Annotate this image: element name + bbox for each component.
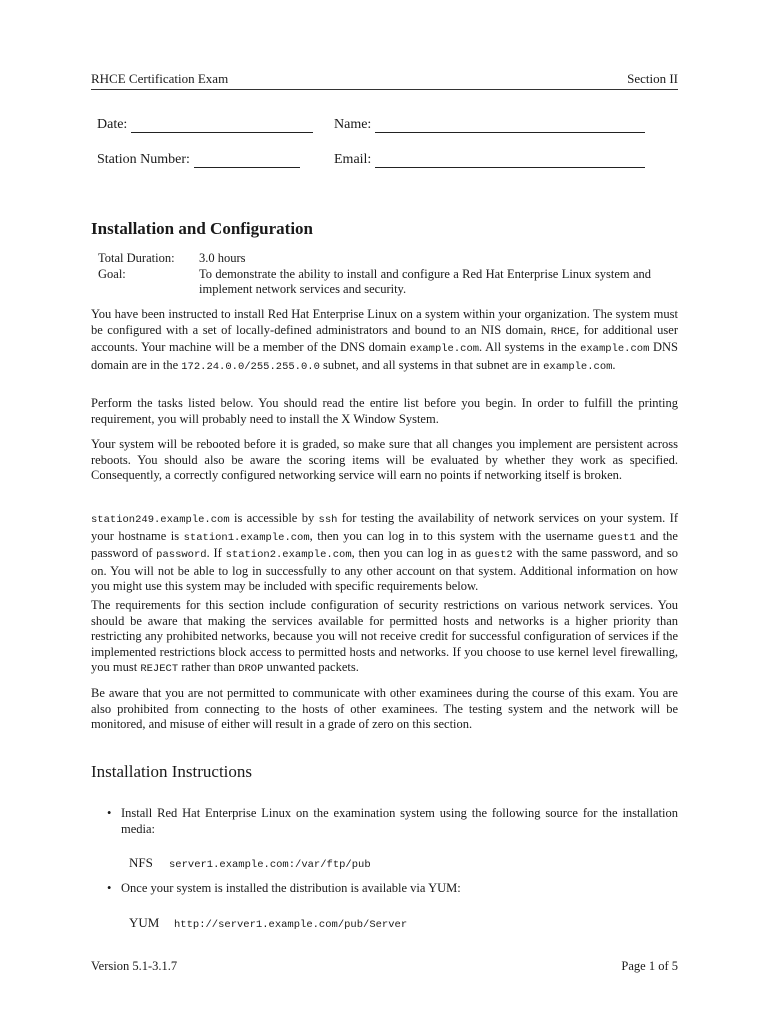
text: .	[612, 357, 616, 372]
conduct-paragraph: Be aware that you are not permitted to communicate with other examinees during the course of this exam. You are also prohibited from connecting to the hosts of other examinees. The testing system and the network will be monitored, and misuse of either will result in a grade of zero on this section.	[91, 686, 678, 731]
text: , then you can log in as	[351, 546, 475, 560]
date-field[interactable]	[131, 118, 313, 133]
bullet-icon: •	[107, 881, 112, 895]
email-field[interactable]	[375, 153, 645, 168]
reboot-paragraph: Your system will be rebooted before it is graded, so make sure that all changes you implement are persistent across reboots. You should also be aware the scoring items will be evaluated by whether they work as specified. Consequently, a correctly configured networking service will earn no points if networking itself is broken.	[91, 437, 678, 482]
yum-url: http://server1.example.com/pub/Server	[174, 919, 408, 931]
duration-row	[98, 251, 651, 267]
date-label: Date:	[97, 117, 128, 132]
intro-paragraph	[91, 307, 678, 375]
text: . If	[206, 546, 226, 560]
text: , for additional user accounts. Your machine will be a member of the DNS domain	[91, 322, 678, 354]
dns-domain-code: example.com	[409, 343, 480, 355]
station-number-label: Station Number:	[97, 152, 190, 167]
name-label: Name:	[334, 117, 372, 132]
text: You have been instructed to install Red Hat Enterprise Linux on a system within your organization. The system must be configured with a set of locally-defined administrators and bound to an NIS domain,	[91, 307, 678, 337]
header-section: Section II	[627, 71, 678, 86]
nfs-path: server1.example.com:/var/ftp/pub	[169, 859, 371, 871]
nfs-source	[129, 855, 371, 871]
dns-domain-code: example.com	[543, 360, 613, 373]
yum-label: YUM	[129, 915, 160, 930]
bullet-text: Once your system is installed the distribution is available via YUM:	[121, 881, 461, 895]
station-number-field[interactable]	[194, 153, 300, 168]
password-code: password	[156, 549, 207, 561]
reject-code: REJECT	[140, 663, 179, 675]
hostname-code: station249.example.com	[91, 514, 230, 526]
goal-value: To demonstrate the ability to install and configure a Red Hat Enterprise Linux system and implement network services and security.	[199, 266, 651, 296]
station-row	[97, 152, 300, 168]
text: for testing the availability of network services on your system. If your hostname is	[91, 511, 678, 543]
dns-domain-code: example.com	[580, 343, 650, 355]
name-row	[334, 117, 645, 133]
text: subnet, and all systems in that subnet are in	[319, 357, 544, 372]
nfs-label: NFS	[129, 855, 153, 870]
text: DNS domain are in the	[91, 340, 678, 372]
drop-code: DROP	[238, 663, 264, 675]
bullet-text: Install Red Hat Enterprise Linux on the examination system using the following source for the installation media:	[121, 806, 678, 836]
goal-label: Goal:	[98, 266, 126, 281]
install-heading: Installation Instructions	[91, 762, 253, 781]
duration-label: Total Duration:	[98, 251, 175, 265]
subnet-code: 172.24.0.0/255.255.0.0	[181, 360, 320, 373]
date-row	[97, 117, 313, 133]
running-header	[91, 71, 678, 90]
text: . All systems in the	[479, 340, 581, 354]
goal-row	[98, 267, 651, 298]
text: with the same password, and so on. You will not be able to log in successfully to any other account on that system. Additional information on how you might use this system may be included with specific requirements below.	[91, 546, 678, 593]
hostname-code: station1.example.com	[183, 531, 310, 544]
text: is accessible by	[229, 511, 319, 525]
section-heading: Installation and Configuration	[91, 219, 313, 238]
tasks-paragraph: Perform the tasks listed below. You should read the entire list before you begin. In order to fulfill the printing requirement, you will probably need to install the X Window System.	[91, 396, 678, 426]
text: , then you can log in to this system with the username	[309, 528, 598, 543]
username-code: guest1	[597, 531, 636, 544]
exam-meta	[98, 251, 651, 298]
bullet-icon: •	[107, 806, 112, 820]
duration-value: 3.0 hours	[199, 251, 246, 265]
text: rather than	[178, 660, 239, 674]
page-number: Page 1 of 5	[621, 959, 678, 973]
text: The requirements for this section include configuration of security restrictions on various network services. You should be aware that making the services available for permitted hosts and networks is a higher priority than restricting any prohibited networks, because you will not receive credit for successful configuration of services if the implemented restrictions block access to permitted hosts and networks. If you choose to use kernel level firewalling, you must	[91, 598, 678, 674]
nis-domain-code: RHCE	[550, 325, 576, 338]
test-host-paragraph	[91, 511, 678, 595]
hostname-code: station2.example.com	[225, 549, 352, 561]
page-footer	[91, 959, 678, 974]
header-title: RHCE Certification Exam	[91, 71, 229, 86]
text: unwanted packets.	[263, 660, 359, 674]
name-field[interactable]	[375, 118, 645, 133]
email-row	[334, 152, 645, 168]
text: and the password of	[91, 528, 678, 560]
security-paragraph	[91, 598, 678, 678]
version-label: Version 5.1-3.1.7	[91, 959, 178, 973]
email-label: Email:	[334, 152, 372, 167]
username-code: guest2	[474, 549, 513, 561]
yum-source	[129, 915, 407, 931]
command-code: ssh	[318, 514, 338, 526]
